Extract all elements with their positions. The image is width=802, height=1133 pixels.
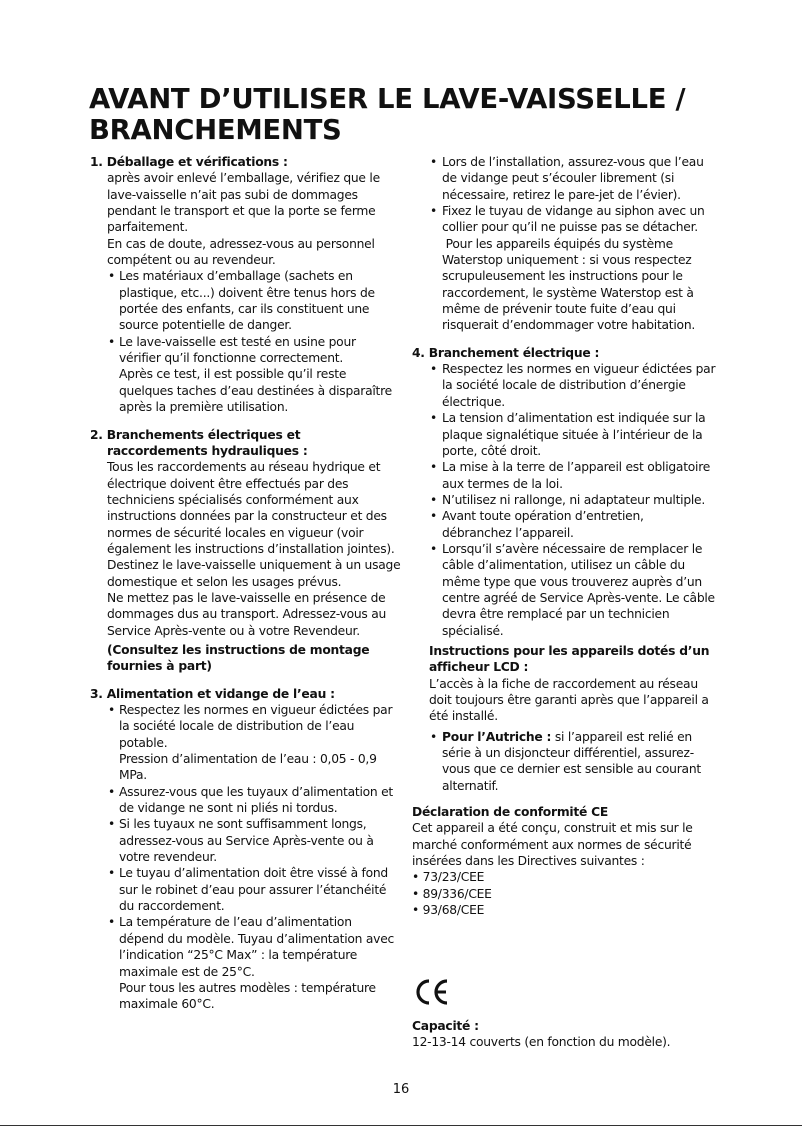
text-line: électrique.	[442, 394, 505, 409]
text-line: Pour tous les autres modèles : température	[119, 980, 376, 995]
text-line: après avoir enlevé l’emballage, vérifiez que le	[107, 171, 380, 186]
text-line: dommages dus au transport. Adressez-vous au	[107, 607, 387, 622]
text-line: votre revendeur.	[119, 850, 217, 865]
text-line: spécialisé.	[442, 623, 504, 638]
section-heading	[90, 427, 400, 443]
text-line: Déclaration de conformité CE	[412, 805, 609, 820]
text-line: centre agréé de Service Après-vente. Le câble	[442, 590, 715, 605]
text-line: câble d’alimentation, utilisez un câble du	[442, 558, 685, 573]
bullet-item	[90, 816, 400, 865]
text-line: Pression d’alimentation de l’eau : 0,05 - 0,9	[119, 752, 377, 767]
text-line: électrique doivent être effectués par des	[107, 476, 349, 491]
text-line: • Respectez les normes en vigueur édictées par	[119, 703, 393, 717]
text-line: alternatif.	[442, 778, 499, 793]
text-line: Pour les appareils équipés du système	[442, 236, 673, 251]
text-line: la société locale de distribution de l’eau	[119, 719, 355, 734]
text-line: vous que ce dernier est sensible au courant	[442, 762, 701, 777]
paragraph	[412, 820, 722, 869]
paragraph	[412, 869, 722, 918]
capacity-value: 12-13-14 couverts (en fonction du modèle).	[412, 1035, 671, 1050]
bullet-item	[412, 410, 722, 459]
text-line: instructions données par la constructeur et des	[107, 509, 387, 524]
text-line: potable.	[119, 735, 168, 750]
bullet-item	[90, 784, 400, 817]
text-line: parfaitement.	[107, 220, 188, 235]
text-line: marché conformément aux normes de sécurité	[412, 837, 692, 852]
paragraph	[90, 459, 400, 639]
bullet-item	[90, 702, 400, 784]
text-line: • La température de l’eau d’alimentation	[119, 915, 352, 930]
section-heading	[90, 154, 400, 170]
text-line: domestique et selon les usages prévus.	[107, 574, 342, 589]
text-line: risquerait d’endommager votre habitation.	[442, 318, 696, 333]
text-line: 1. Déballage et vérifications :	[90, 155, 288, 169]
text-line: • Lorsqu’il s’avère nécessaire de remplacer le	[442, 541, 703, 556]
text-line: En cas de doute, adressez-vous au personnel	[107, 236, 375, 251]
text-line: portée des enfants, car ils constituent une	[119, 302, 370, 317]
text-line: Service Après-vente ou à votre Revendeur.	[107, 623, 360, 638]
text-line: Ne mettez pas le lave-vaisselle en présence de	[107, 590, 386, 605]
text-line: plastique, etc...) doivent être tenus hors de	[119, 285, 375, 300]
bullet-lead: Pour l’Autriche :	[442, 729, 552, 744]
text-line: plaque signalétique située à l’intérieur de la	[442, 427, 703, 442]
text-line: Cet appareil a été conçu, construit et mis sur le	[412, 821, 693, 836]
text-line: MPa.	[119, 768, 147, 783]
text-line: 4. Branchement électrique :	[412, 345, 600, 360]
bullet-item	[412, 203, 722, 334]
text-line: • Avant toute opération d’entretien,	[442, 509, 644, 524]
text-line: raccordements hydrauliques :	[107, 443, 308, 458]
bullet-text: si l’appareil est relié en	[551, 729, 692, 744]
text-line: techniciens spécialisés conformément aux	[107, 492, 359, 507]
section-heading	[412, 345, 722, 361]
text-line: devra être remplacé par un technicien	[442, 607, 670, 622]
text-line: quelques taches d’eau destinées à disparaître	[119, 383, 392, 398]
text-line: • Assurez-vous que les tuyaux d’alimentation et	[119, 784, 393, 799]
text-line: Destinez le lave-vaisselle uniquement à un usage	[107, 558, 401, 573]
text-line: collier pour qu’il ne puisse pas se détacher.	[442, 220, 698, 235]
bullet-item	[412, 729, 722, 794]
bullet-item	[412, 459, 722, 492]
text-line: débranchez l’appareil.	[442, 525, 574, 540]
bottom-rule	[0, 1125, 802, 1126]
section-heading	[90, 443, 400, 459]
text-line: l’indication “25°C Max” : la température	[119, 948, 358, 963]
text-line: • 93/68/CEE	[412, 903, 485, 918]
text-line: • Fixez le tuyau de vidange au siphon avec un	[442, 204, 705, 219]
text-line: sur le robinet d’eau pour assurer l’étanchéité	[119, 882, 387, 897]
bullet-item	[412, 361, 722, 410]
text-line: été installé.	[429, 709, 498, 724]
text-line: • 73/23/CEE	[412, 870, 485, 885]
text-line: également les instructions d’installation jointes).	[107, 541, 395, 556]
text-line: même type que vous trouverez auprès d’un	[442, 574, 702, 589]
bullet-item	[90, 268, 400, 333]
text-line: après la première utilisation.	[119, 400, 289, 415]
text-line: Waterstop uniquement : si vous respectez	[442, 253, 692, 268]
text-line: 2. Branchements électriques et	[90, 427, 301, 442]
paragraph	[412, 676, 722, 725]
text-line: maximale 60°C.	[119, 997, 215, 1012]
text-line: • Le tuyau d’alimentation doit être vissé à fond	[119, 866, 388, 881]
text-line: vérifier qu’il fonctionne correctement.	[119, 351, 344, 366]
text-line: même de prévenir toute fuite d’eau qui	[442, 302, 676, 317]
text-line: • La tension d’alimentation est indiquée sur la	[442, 411, 706, 426]
page-title-line: AVANT D’UTILISER LE LAVE-VAISSELLE /	[89, 83, 686, 115]
section-heading	[90, 686, 400, 702]
text-line: Instructions pour les appareils dotés d’un	[429, 643, 710, 658]
text-line: fournies à part)	[107, 659, 212, 674]
paragraph	[90, 170, 400, 268]
bullet-item	[412, 508, 722, 541]
text-line: L’accès à la fiche de raccordement au réseau	[429, 676, 698, 691]
right-column	[412, 154, 722, 918]
text-line: 3. Alimentation et vidange de l’eau :	[90, 686, 335, 701]
bullet-item	[412, 154, 722, 203]
paragraph	[90, 642, 400, 675]
capacity-section	[412, 1018, 670, 1051]
capacity-label: Capacité :	[412, 1019, 479, 1033]
bullet-item	[90, 914, 400, 1012]
text-line: • Respectez les normes en vigueur édictées par	[442, 362, 716, 377]
text-line: lave-vaisselle n’ait pas subi de dommages	[107, 187, 358, 202]
text-line: afficheur LCD :	[429, 660, 529, 675]
section-heading	[412, 804, 722, 820]
text-line: • Si les tuyaux ne sont suffisamment longs,	[119, 817, 367, 832]
text-line: adressez-vous au Service Après-vente ou à	[119, 833, 374, 848]
text-line: pendant le transport et que la porte se ferme	[107, 204, 376, 219]
page-number: 16	[392, 1082, 410, 1097]
text-line: Tous les raccordements au réseau hydrique et	[107, 460, 381, 475]
page-title	[89, 84, 685, 146]
text-line: du raccordement.	[119, 899, 225, 914]
text-line: Après ce test, il est possible qu’il reste	[119, 367, 347, 382]
text-line: série à un disjoncteur différentiel, assurez-	[442, 746, 694, 761]
text-line: (Consultez les instructions de montage	[107, 642, 370, 657]
page-title-line: BRANCHEMENTS	[89, 114, 342, 146]
text-line	[442, 729, 722, 745]
bullet-item	[412, 541, 722, 639]
text-line: compétent ou au revendeur.	[107, 253, 276, 268]
text-line: de vidange peut s’écouler librement (si	[442, 171, 675, 186]
text-line: raccordement, le système Waterstop est à	[442, 285, 694, 300]
text-line: aux termes de la loi.	[442, 476, 563, 491]
text-line: la société locale de distribution d’énergie	[442, 378, 686, 393]
text-line: scrupuleusement les instructions pour le	[442, 269, 683, 284]
text-line: nécessaire, retirez le pare-jet de l’évier).	[442, 187, 681, 202]
bullet-item	[90, 865, 400, 914]
paragraph	[412, 643, 722, 676]
text-line: • Le lave-vaisselle est testé en usine pour	[119, 334, 356, 349]
text-line: source potentielle de danger.	[119, 318, 292, 333]
text-line: doit toujours être garanti après que l’appareil a	[429, 693, 709, 707]
text-line: normes de sécurité locales en vigueur (voir	[107, 525, 364, 540]
text-line: • Lors de l’installation, assurez-vous que l’eau	[442, 155, 704, 169]
text-line: • La mise à la terre de l’appareil est obligatoire	[442, 460, 711, 475]
text-line: porte, côté droit.	[442, 443, 541, 458]
left-column	[90, 154, 400, 1013]
bullet-item	[412, 492, 722, 508]
text-line: • 89/336/CEE	[412, 886, 492, 901]
text-line: maximale est de 25°C.	[119, 964, 255, 979]
text-line: dépend du modèle. Tuyau d’alimentation avec	[119, 931, 395, 946]
text-line: • Les matériaux d’emballage (sachets en	[119, 269, 353, 284]
ce-mark-icon	[414, 978, 450, 1010]
text-line: insérées dans les Directives suivantes :	[412, 854, 645, 869]
bullet-item	[90, 334, 400, 416]
text-line: de vidange ne sont ni pliés ni tordus.	[119, 801, 338, 816]
text-line: • N’utilisez ni rallonge, ni adaptateur multiple.	[442, 492, 706, 507]
